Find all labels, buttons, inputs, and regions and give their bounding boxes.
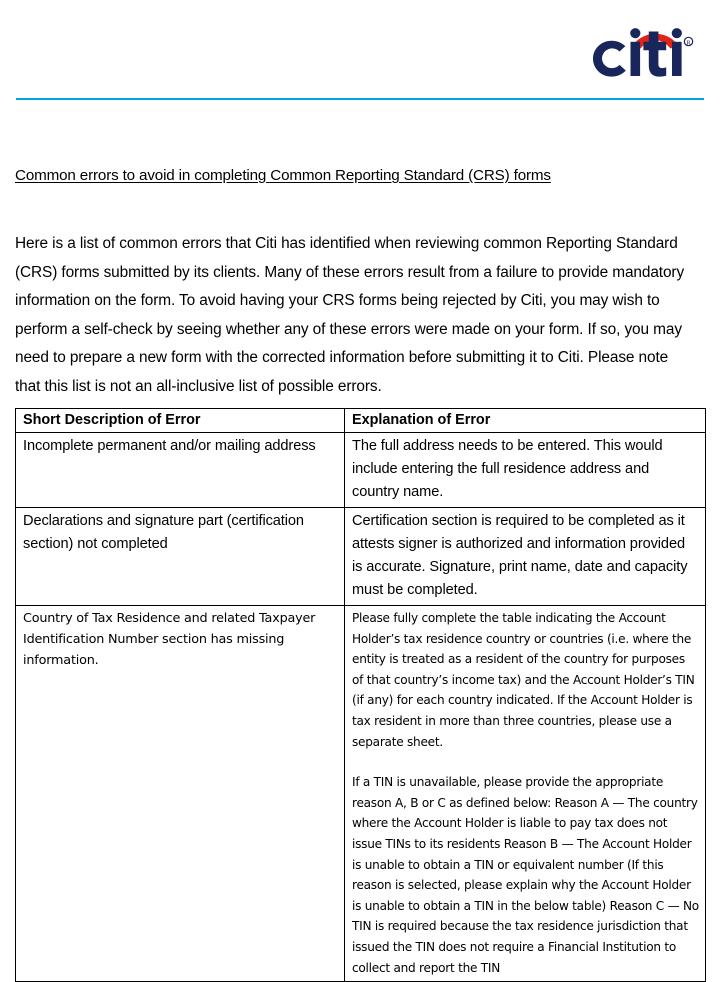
citi-letter-c [593, 41, 626, 77]
citi-logo [589, 24, 704, 80]
registered-trademark-icon [684, 37, 692, 46]
column-header-description: Short Description of Error [16, 409, 345, 433]
column-header-explanation: Explanation of Error [345, 409, 706, 433]
intro-paragraph: Here is a list of common errors that Citi has identified when reviewing common Reporting Standard (CRS) forms submitted by its clients. Many of these errors result from a failure to provide mandatory information on the form. To avoid having your CRS forms being rejected by Citi, you may wish to perform a self-check by seeing whether any of these errors were made on your form. If so, you may need to prepare a new form with the corrected information before submitting it to Citi. Please note that this list is not an all-inclusive list of possible errors. [15, 235, 685, 395]
error-explanation-cell: Certification section is required to be completed as it attests signer is authorized and information provided is accurate. Signature, print name, date and capacity must be completed. [345, 508, 706, 606]
common-errors-table [15, 408, 706, 982]
table-row [16, 606, 706, 982]
page-header [0, 0, 720, 100]
svg-text:R: R [686, 39, 691, 47]
citi-letter-i1 [631, 42, 641, 76]
citi-letter-i2 [672, 42, 682, 76]
error-description-cell: Country of Tax Residence and related Taxpayer Identification Number section has missing information. [16, 606, 345, 982]
error-description-cell: Incomplete permanent and/or mailing address [16, 433, 345, 508]
explanation-paragraph-1: Please fully complete the table indicating the Account Holder’s tax residence country or countries (i.e. where the entity is treated as a resident of the country for purposes of that country’s income tax) and the Account Holder’s TIN (if any) for each country indicated. If the Account Holder is tax resident in more than three countries, please use a separate sheet. [352, 611, 695, 749]
citi-letter-i2-dot [672, 28, 682, 38]
table-row [16, 508, 706, 606]
table-header-row [16, 409, 706, 433]
brand-divider-rule [16, 98, 704, 100]
explanation-paragraph-2: If a TIN is unavailable, please provide the appropriate reason A, B or C as defined below: Reason A — The country where the Account Holder is liable to pay tax does not issue TINs to its residents Reason B — The Account Holder is unable to obtain a TIN or equivalent number (If this reason is selected, please explain why the Account Holder is unable to obtain a TIN in the below table) Reason C — No TIN is required because the tax residence jurisdiction that issued the TIN does not require a Financial Institution to collect and report the TIN [352, 775, 699, 975]
page-title: Common errors to avoid in completing Common Reporting Standard (CRS) forms [15, 167, 551, 184]
error-explanation-cell [345, 606, 706, 982]
citi-letter-i1-dot [630, 28, 640, 38]
error-description-cell: Declarations and signature part (certification section) not completed [16, 508, 345, 606]
citi-logo-graphic [589, 24, 704, 80]
table-row [16, 433, 706, 508]
error-explanation-cell: The full address needs to be entered. This would include entering the full residence address and country name. [345, 433, 706, 508]
